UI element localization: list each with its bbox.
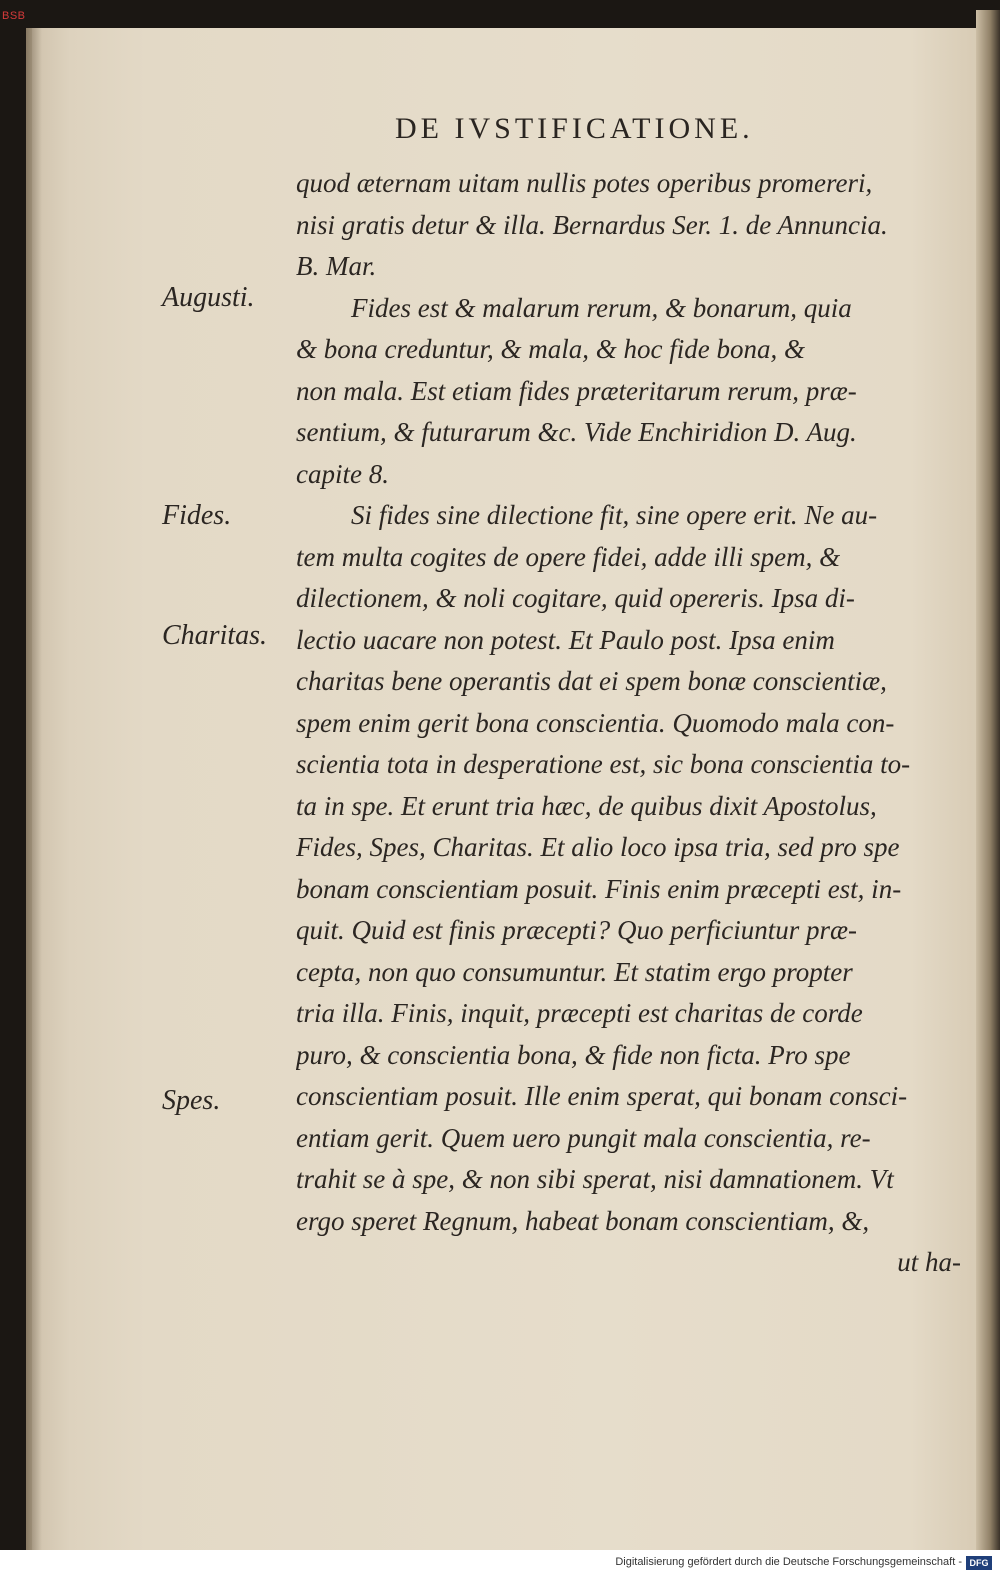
text-line: ta in spe. Et erunt tria hæc, de quibus dixit Apostolus, xyxy=(296,790,877,821)
text-line: & bona creduntur, & mala, & hoc fide bona, & xyxy=(296,334,805,364)
text-line: trahit se à spe, & non sibi sperat, nisi damnationem. Vt xyxy=(296,1164,894,1194)
margin-note-augusti: Augusti. xyxy=(162,282,255,313)
text-line: puro, & conscientia bona, & fide non ficta. Pro spe xyxy=(296,1039,851,1070)
text-line: bonam conscientiam posuit. Finis enim præcepti est, in- xyxy=(296,873,902,904)
text-line: Si fides sine dilectione fit, sine opere erit. Ne au- xyxy=(351,500,878,530)
text-line: scientia tota in desperatione est, sic bona conscientia to- xyxy=(296,749,911,779)
page-edge xyxy=(976,10,1000,1550)
body-text xyxy=(296,163,961,1284)
text-line: quit. Quid est finis præcepti? Quo perficiuntur præ- xyxy=(296,915,857,945)
text-line: quod æternam uitam nullis potes operibus promereri, xyxy=(296,168,873,198)
footer-credit: Digitalisierung gefördert durch die Deutsche Forschungsgemeinschaft - xyxy=(615,1556,962,1568)
margin-note-spes: Spes. xyxy=(162,1085,221,1116)
text-line: non mala. Est etiam fides præteritarum rerum, præ- xyxy=(296,375,857,406)
text-line: spem enim gerit bona conscientia. Quomodo mala con- xyxy=(296,707,895,738)
text-line: tem multa cogites de opere fidei, adde illi spem, & xyxy=(296,541,841,572)
text-line: charitas bene operantis dat ei spem bonæ conscientiæ, xyxy=(296,666,887,696)
catchword: ut ha- xyxy=(897,1247,961,1277)
text-line: Fides, Spes, Charitas. Et alio loco ipsa tria, sed pro spe xyxy=(296,832,900,862)
text-line: sentium, & futurarum &c. Vide Enchiridion D. Aug. xyxy=(296,417,857,447)
margin-note-fides: Fides. xyxy=(162,500,232,531)
dfg-logo-icon: DFG xyxy=(966,1556,992,1570)
running-head: DE IVSTIFICATIONE. xyxy=(395,112,754,145)
text-line: lectio uacare non potest. Et Paulo post. Ipsa enim xyxy=(296,624,835,655)
text-line: B. Mar. xyxy=(296,251,377,281)
text-line: ergo speret Regnum, habeat bonam conscientiam, &, xyxy=(296,1205,870,1236)
text-line: dilectionem, & noli cogitare, quid opereris. Ipsa di- xyxy=(296,583,855,613)
gutter-shadow xyxy=(26,28,42,1550)
text-line: capite 8. xyxy=(296,458,389,489)
text-line: tria illa. Finis, inquit, præcepti est charitas de corde xyxy=(296,998,863,1028)
text-line: conscientiam posuit. Ille enim sperat, qui bonam consci- xyxy=(296,1081,908,1111)
text-line: cepta, non quo consumuntur. Et statim ergo propter xyxy=(296,956,853,987)
text-line: Fides est & malarum rerum, & bonarum, quia xyxy=(351,292,852,323)
text-line: nisi gratis detur & illa. Bernardus Ser. 1. de Annuncia. xyxy=(296,209,888,240)
text-line: entiam gerit. Quem uero pungit mala conscientia, re- xyxy=(296,1122,871,1153)
margin-note-charitas: Charitas. xyxy=(162,620,268,651)
library-watermark: BSB xyxy=(2,10,26,22)
